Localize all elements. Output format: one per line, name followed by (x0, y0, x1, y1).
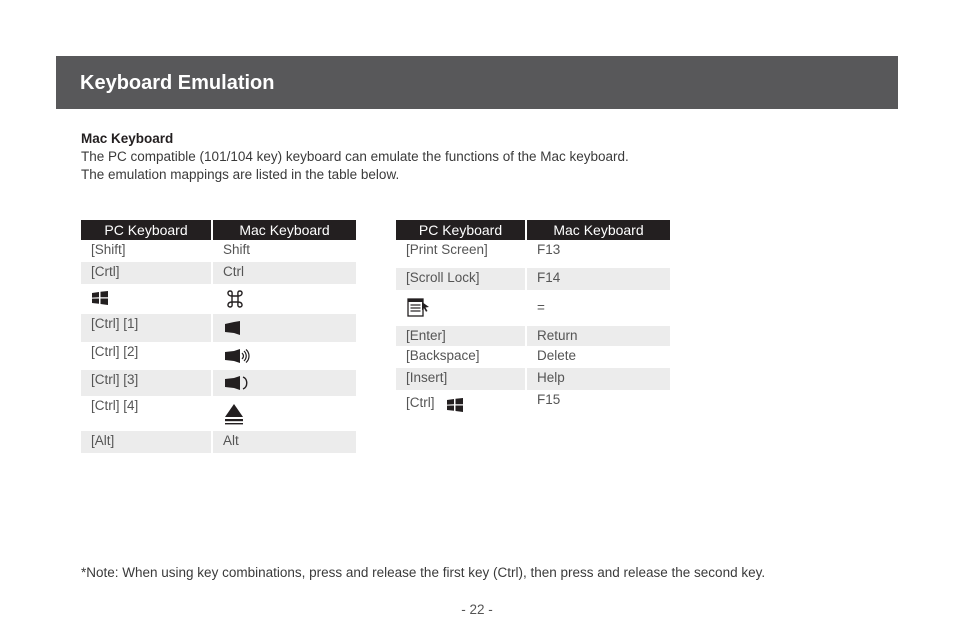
mac-key-cell (213, 396, 356, 431)
mac-key-cell: F13 (537, 242, 561, 257)
mac-key-cell (213, 370, 356, 396)
mac-key-cell: Delete (537, 348, 577, 363)
mac-key-cell: F14 (527, 268, 670, 290)
application-menu-key-icon (406, 296, 432, 321)
pc-key-cell: [Print Screen] (396, 240, 527, 268)
table-row (396, 240, 670, 268)
mac-key-cell: Ctrl (213, 262, 356, 284)
footnote: *Note: When using key combinations, press and release the first key (Ctrl), then press and release the second key. (81, 565, 766, 580)
header-mac-keyboard: Mac Keyboard (527, 220, 670, 240)
table-row (396, 346, 670, 368)
section-title: Keyboard Emulation (80, 72, 275, 94)
mac-key-cell: Help (527, 368, 670, 390)
header-pc-keyboard: PC Keyboard (396, 220, 527, 240)
pc-key-cell: [Backspace] (396, 346, 527, 368)
pc-key-label: [Ctrl] (406, 395, 435, 410)
intro-line-1: The PC compatible (101/104 key) keyboard can emulate the functions of the Mac keyboard. (81, 149, 629, 164)
pc-key-cell: [Ctrl] [2] (81, 342, 213, 370)
table-row (396, 324, 670, 346)
table-header-row (81, 220, 356, 240)
speaker-mute-icon (223, 320, 245, 339)
table-row (396, 368, 670, 390)
mapping-table-left (81, 220, 356, 453)
pc-key-cell: [Enter] (396, 324, 527, 346)
table-row (81, 370, 356, 396)
intro-line-2: The emulation mappings are listed in the table below. (81, 167, 400, 182)
mapping-table-right (396, 220, 670, 420)
table-row (81, 396, 356, 431)
subsection-title: Mac Keyboard (81, 131, 174, 146)
section-banner (56, 56, 898, 109)
page-number: - 22 - (461, 602, 493, 617)
table-row (396, 390, 670, 420)
pc-key-cell: [Ctrl] [3] (81, 370, 213, 396)
table-header-row (396, 220, 670, 240)
pc-key-cell (396, 290, 527, 324)
mac-key-cell (213, 342, 356, 370)
table-row (396, 268, 670, 290)
table-row (81, 342, 356, 370)
table-row (81, 262, 356, 284)
table-row (81, 284, 356, 314)
speaker-volume-down-icon (223, 375, 253, 394)
pc-key-cell: [Ctrl] [1] (81, 314, 213, 342)
pc-key-cell (81, 284, 213, 314)
mac-key-cell (213, 314, 356, 342)
header-pc-keyboard: PC Keyboard (81, 220, 213, 240)
pc-key-cell: [Shift] (81, 240, 213, 262)
pc-key-cell: [Insert] (396, 368, 527, 390)
mac-key-cell: Alt (213, 431, 356, 453)
table-row (81, 240, 356, 262)
table-row (81, 431, 356, 453)
intro-block (81, 130, 881, 184)
header-mac-keyboard: Mac Keyboard (213, 220, 356, 240)
table-row (396, 290, 670, 324)
mac-key-cell: F15 (537, 392, 561, 407)
speaker-volume-up-icon (223, 348, 253, 367)
eject-icon (223, 402, 245, 431)
mac-key-cell: Return (527, 324, 670, 346)
mac-key-cell (213, 284, 356, 314)
pc-key-cell: [Crtl] (81, 262, 213, 284)
table-row (81, 314, 356, 342)
pc-key-cell: [Alt] (81, 431, 213, 453)
command-key-icon (223, 289, 247, 312)
pc-key-cell: [Scroll Lock] (396, 268, 527, 290)
windows-key-icon (446, 398, 464, 415)
pc-key-cell (396, 390, 527, 420)
mac-key-cell: Shift (223, 242, 251, 257)
pc-key-cell: [Ctrl] [4] (81, 396, 213, 431)
windows-key-icon (91, 291, 109, 308)
mac-key-cell: = (537, 300, 545, 315)
